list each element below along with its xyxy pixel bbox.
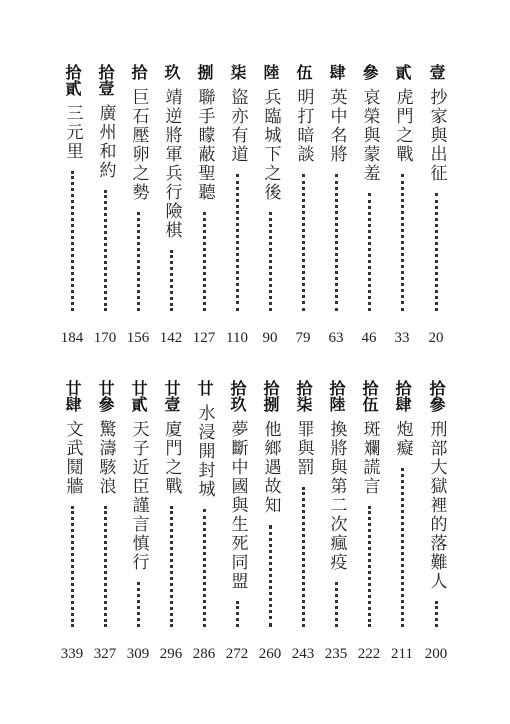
leader-dots	[170, 250, 173, 311]
chapter-title: 聯手矇蔽聖聽	[194, 88, 215, 202]
chapter-number: 拾玖	[228, 380, 247, 412]
leader-dots	[401, 174, 404, 311]
page-number: 309	[126, 646, 150, 662]
toc-entry[interactable]	[322, 380, 350, 662]
chapter-title: 天子近臣謹言慎行	[128, 420, 149, 572]
chapter-title: 虎門之戰	[392, 88, 413, 164]
chapter-title: 炮癡	[392, 420, 413, 458]
leader-dots	[104, 506, 107, 627]
chapter-number: 肆	[327, 64, 346, 80]
toc-entry[interactable]	[422, 64, 450, 346]
chapter-title: 廈門之戰	[161, 420, 182, 496]
chapter-number: 陸	[261, 64, 280, 80]
chapter-number: 拾肆	[393, 380, 412, 412]
toc-entry[interactable]	[190, 64, 218, 346]
toc-entry[interactable]	[190, 380, 218, 662]
chapter-number: 拾伍	[360, 380, 379, 412]
chapter-title: 抄家與出征	[426, 88, 447, 183]
page-number: 235	[324, 646, 348, 662]
leader-dots	[269, 525, 272, 627]
chapter-title: 斑斕謊言	[359, 420, 380, 496]
chapter-title: 盜亦有道	[227, 88, 248, 164]
page-number: 243	[291, 646, 315, 662]
page-number: 110	[226, 330, 248, 346]
leader-dots	[104, 190, 107, 311]
toc-entry[interactable]	[355, 64, 383, 346]
leader-dots	[335, 174, 338, 311]
leader-dots	[435, 601, 438, 627]
toc-entry[interactable]	[58, 64, 86, 346]
toc-entry[interactable]	[223, 380, 251, 662]
toc-entry[interactable]	[388, 64, 416, 346]
page-number: 296	[159, 646, 183, 662]
toc-entry[interactable]	[322, 64, 350, 346]
chapter-title: 靖逆將軍兵行險棋	[161, 88, 182, 240]
page-number: 90	[262, 330, 278, 346]
chapter-number: 廿	[195, 380, 214, 396]
leader-dots	[203, 509, 206, 627]
chapter-title: 他鄉遇故知	[260, 420, 281, 515]
page-number: 63	[328, 330, 344, 346]
leader-dots	[302, 174, 305, 311]
toc-entry[interactable]	[289, 380, 317, 662]
toc-entry[interactable]	[124, 380, 152, 662]
toc-entry[interactable]	[289, 64, 317, 346]
leader-dots	[302, 487, 305, 627]
page-number: 20	[428, 330, 444, 346]
leader-dots	[236, 601, 239, 627]
chapter-title: 明打暗談	[293, 88, 314, 164]
chapter-number: 拾柒	[294, 380, 313, 412]
chapter-number: 拾參	[427, 380, 446, 412]
leader-dots	[137, 212, 140, 311]
page-number: 156	[126, 330, 150, 346]
page-number: 286	[192, 646, 216, 662]
leader-dots	[170, 506, 173, 627]
leader-dots	[236, 174, 239, 311]
toc-entry[interactable]	[256, 380, 284, 662]
chapter-title: 文武鬩牆	[62, 420, 83, 496]
chapter-number: 壹	[427, 64, 446, 80]
chapter-number: 廿參	[96, 380, 115, 412]
chapter-number: 參	[360, 64, 379, 80]
chapter-number: 廿貳	[129, 380, 148, 412]
chapter-title: 廣州和約	[95, 104, 116, 180]
leader-dots	[401, 468, 404, 627]
page-number: 339	[60, 646, 84, 662]
page-number: 200	[424, 646, 448, 662]
page-number: 79	[295, 330, 311, 346]
chapter-number: 拾貳	[63, 64, 82, 96]
toc-entry[interactable]	[157, 380, 185, 662]
toc-entry[interactable]	[157, 64, 185, 346]
toc-entry[interactable]	[422, 380, 450, 662]
leader-dots	[368, 193, 371, 311]
page-number: 272	[225, 646, 249, 662]
chapter-number: 拾	[129, 64, 148, 80]
toc-entry[interactable]	[256, 64, 284, 346]
chapter-number: 貳	[393, 64, 412, 80]
leader-dots	[71, 506, 74, 627]
chapter-title: 夢斷中國與生死同盟	[227, 420, 248, 591]
chapter-number: 捌	[195, 64, 214, 80]
chapter-number: 廿肆	[63, 380, 82, 412]
leader-dots	[137, 582, 140, 627]
page-number: 142	[159, 330, 183, 346]
toc-entry[interactable]	[355, 380, 383, 662]
toc-entry[interactable]	[58, 380, 86, 662]
leader-dots	[435, 193, 438, 311]
toc-entry[interactable]	[91, 380, 119, 662]
chapter-title: 兵臨城下之後	[260, 88, 281, 202]
toc-entry[interactable]	[223, 64, 251, 346]
page-number: 170	[93, 330, 117, 346]
page-number: 222	[357, 646, 381, 662]
chapter-title: 罪與罰	[293, 420, 314, 477]
chapter-title: 哀榮與蒙羞	[359, 88, 380, 183]
toc-entry[interactable]	[91, 64, 119, 346]
leader-dots	[71, 171, 74, 311]
chapter-title: 英中名將	[326, 88, 347, 164]
chapter-number: 拾陸	[327, 380, 346, 412]
chapter-number: 拾捌	[261, 380, 280, 412]
page-number: 260	[258, 646, 282, 662]
chapter-title: 巨石壓卵之勢	[128, 88, 149, 202]
toc-entry[interactable]	[124, 64, 152, 346]
chapter-title: 驚濤駭浪	[95, 420, 116, 496]
leader-dots	[368, 506, 371, 627]
leader-dots	[269, 212, 272, 311]
page-number: 327	[93, 646, 117, 662]
chapter-number: 伍	[294, 64, 313, 80]
chapter-title: 換將與第二次瘋疫	[326, 420, 347, 572]
chapter-number: 玖	[162, 64, 181, 80]
page-number: 46	[361, 330, 377, 346]
chapter-number: 廿壹	[162, 380, 181, 412]
page-number: 184	[60, 330, 84, 346]
chapter-number: 柒	[228, 64, 247, 80]
page-number: 211	[391, 646, 413, 662]
chapter-title: 刑部大獄裡的落難人	[426, 420, 447, 591]
page-number: 33	[394, 330, 410, 346]
chapter-title: 水浸開封城	[194, 404, 215, 499]
page-number: 127	[192, 330, 216, 346]
chapter-title: 三元里	[62, 104, 83, 161]
toc-entry[interactable]	[388, 380, 416, 662]
leader-dots	[335, 582, 338, 627]
leader-dots	[203, 212, 206, 311]
chapter-number: 拾壹	[96, 64, 115, 96]
